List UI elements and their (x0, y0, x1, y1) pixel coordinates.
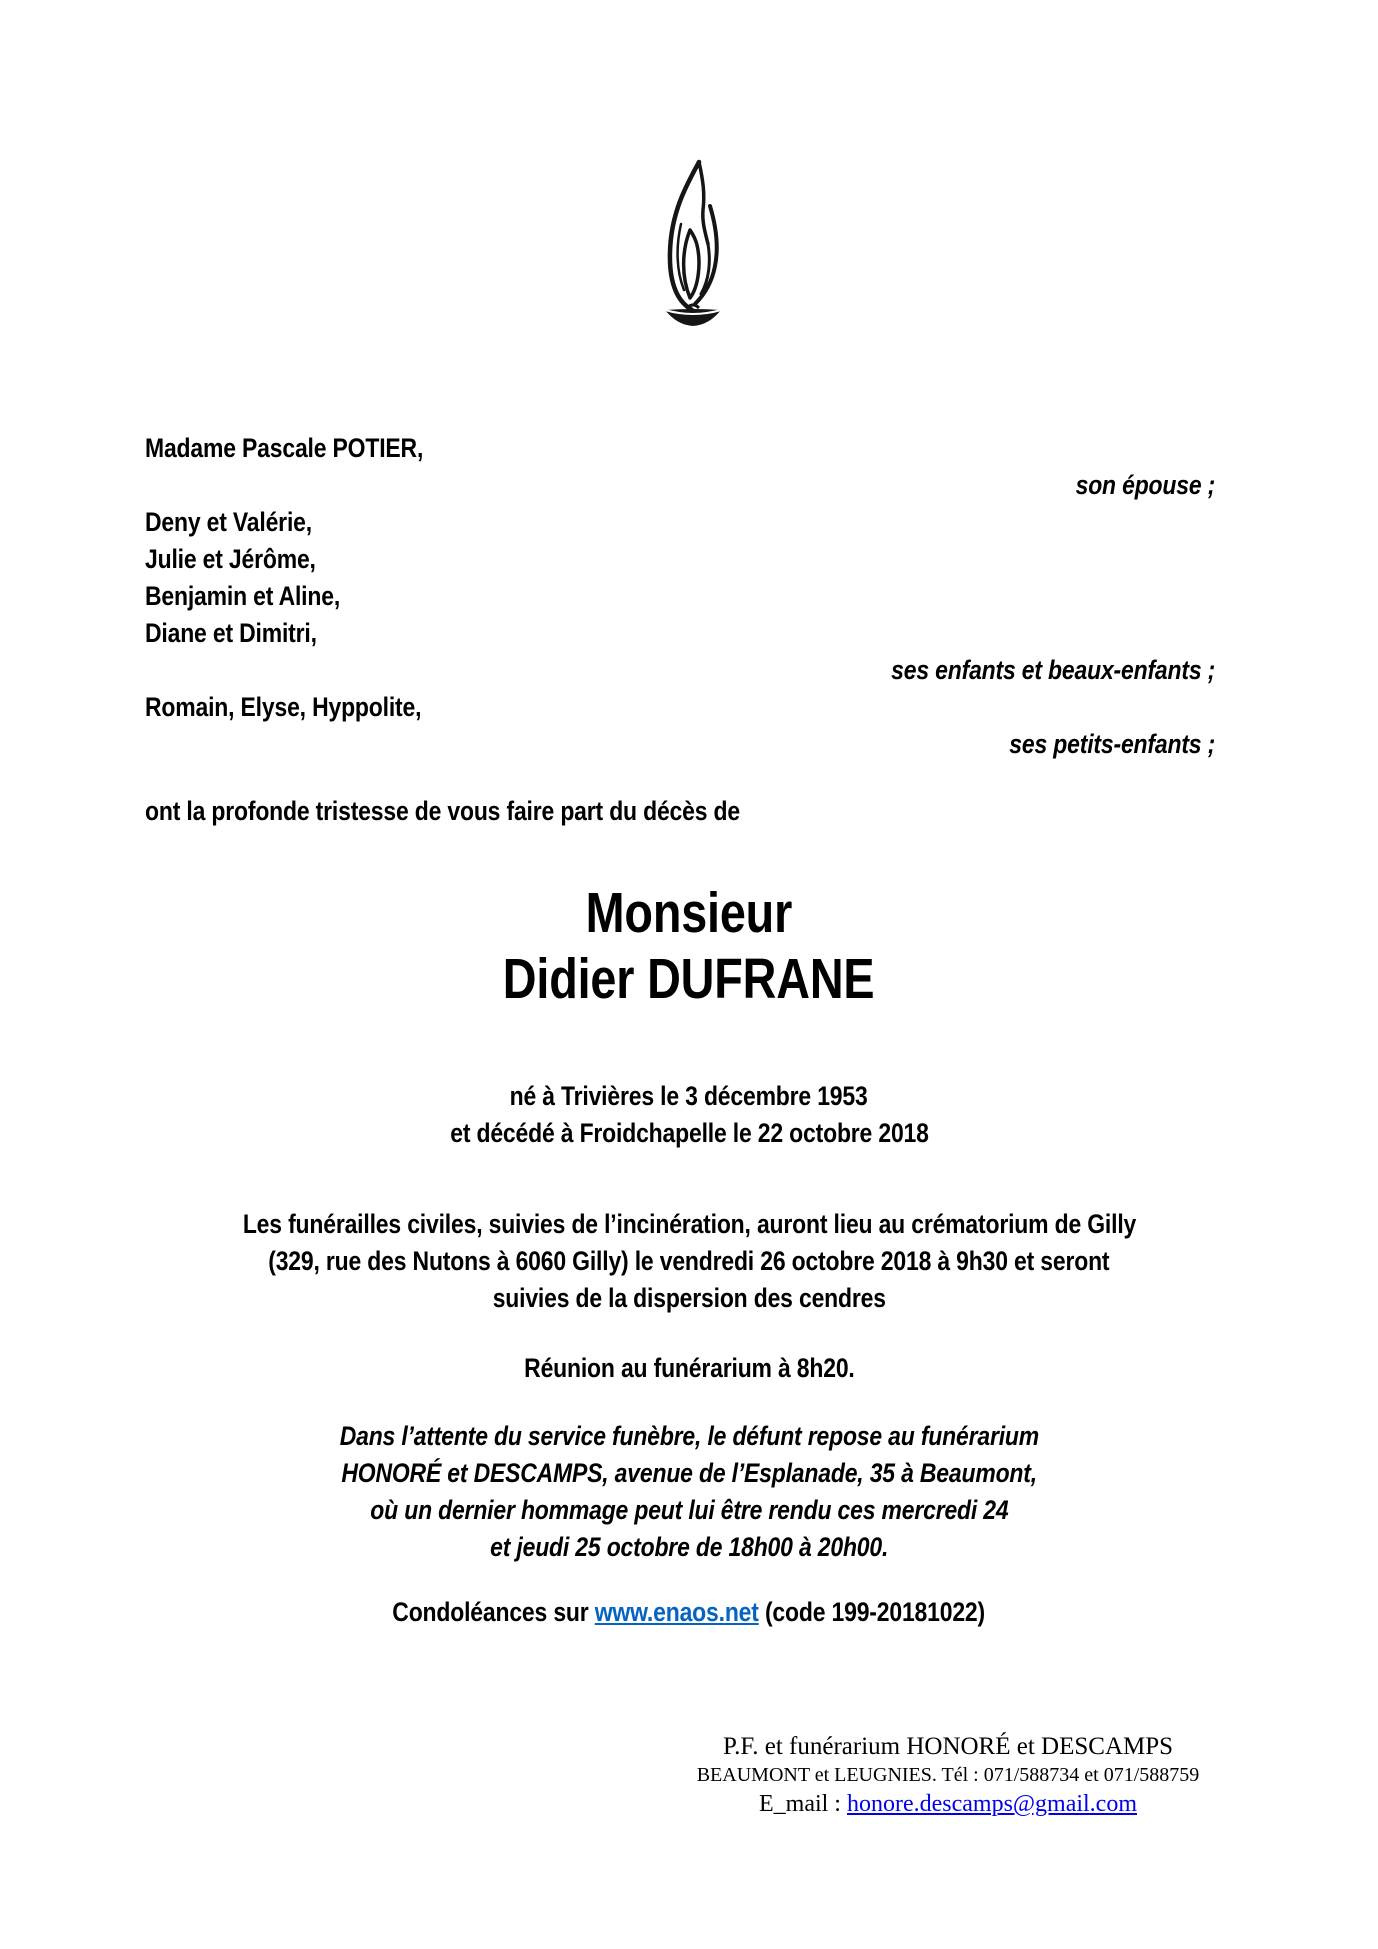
deceased-title-block (0, 880, 1378, 1012)
deceased-name: Didier DUFRANE (503, 947, 875, 1011)
logo-container (0, 158, 1378, 336)
email-label: E_mail : (758, 1791, 847, 1817)
child-couple: Julie et Jérôme, (145, 544, 316, 574)
child-couple: Diane et Dimitri, (145, 618, 317, 648)
meeting-line: Réunion au funérarium à 8h20. (523, 1353, 855, 1383)
funeral-home-name: P.F. et funérarium HONORÉ et DESCAMPS (722, 1733, 1174, 1760)
ceremony-line: (329, rue des Nutons à 6060 Gilly) le vendredi 26 octobre 2018 à 9h30 et seront (268, 1246, 1110, 1276)
spouse-name: Madame Pascale POTIER, (145, 433, 424, 463)
condolences-line (0, 1594, 1378, 1631)
repose-line: où un dernier hommage peut lui être rendu ces mercredi 24 (369, 1495, 1009, 1525)
deceased-honorific: Monsieur (585, 881, 793, 945)
repose-section (0, 1418, 1378, 1566)
grandchildren-names: Romain, Elyse, Hyppolite, (145, 692, 422, 722)
repose-line: Dans l’attente du service funèbre, le défunt repose au funérarium (339, 1421, 1039, 1451)
spouse-relation: son épouse ; (1075, 470, 1215, 500)
ceremony-line: Les funérailles civiles, suivies de l’incinération, auront lieu au crématorium de Gilly (242, 1209, 1136, 1239)
ceremony-line: suivies de la dispersion des cendres (492, 1283, 886, 1313)
child-couple: Deny et Valérie, (145, 507, 312, 537)
funeral-home-email-line (678, 1789, 1218, 1820)
repose-line: HONORÉ et DESCAMPS, avenue de l’Esplanade, 35 à Beaumont, (341, 1458, 1037, 1488)
grandchildren-relation: ses petits-enfants ; (1009, 729, 1215, 759)
children-relation: ses enfants et beaux-enfants ; (891, 655, 1215, 685)
birth-death-section (0, 1078, 1378, 1152)
flame-icon (657, 158, 729, 334)
mourners-section (0, 430, 1378, 763)
ceremony-section (0, 1206, 1378, 1317)
child-couple: Benjamin et Aline, (145, 581, 341, 611)
condolences-suffix: (code 199-20181022) (759, 1597, 986, 1627)
enaos-link[interactable]: www.enaos.net (595, 1597, 760, 1627)
funeral-home-contact: BEAUMONT et LEUGNIES. Tél : 071/588734 et 071/588759 (696, 1764, 1200, 1786)
repose-line: et jeudi 25 octobre de 18h00 à 20h00. (489, 1532, 889, 1562)
condolences-prefix: Condoléances sur (392, 1597, 596, 1627)
death-line: et décédé à Froidchapelle le 22 octobre 2018 (449, 1118, 929, 1148)
funeral-home-footer (678, 1731, 1218, 1820)
email-link[interactable]: honore.descamps@gmail.com (846, 1791, 1137, 1817)
announcement-sentence: ont la profonde tristesse de vous faire part du décès de (145, 796, 740, 826)
birth-line: né à Trivières le 3 décembre 1953 (509, 1081, 869, 1111)
